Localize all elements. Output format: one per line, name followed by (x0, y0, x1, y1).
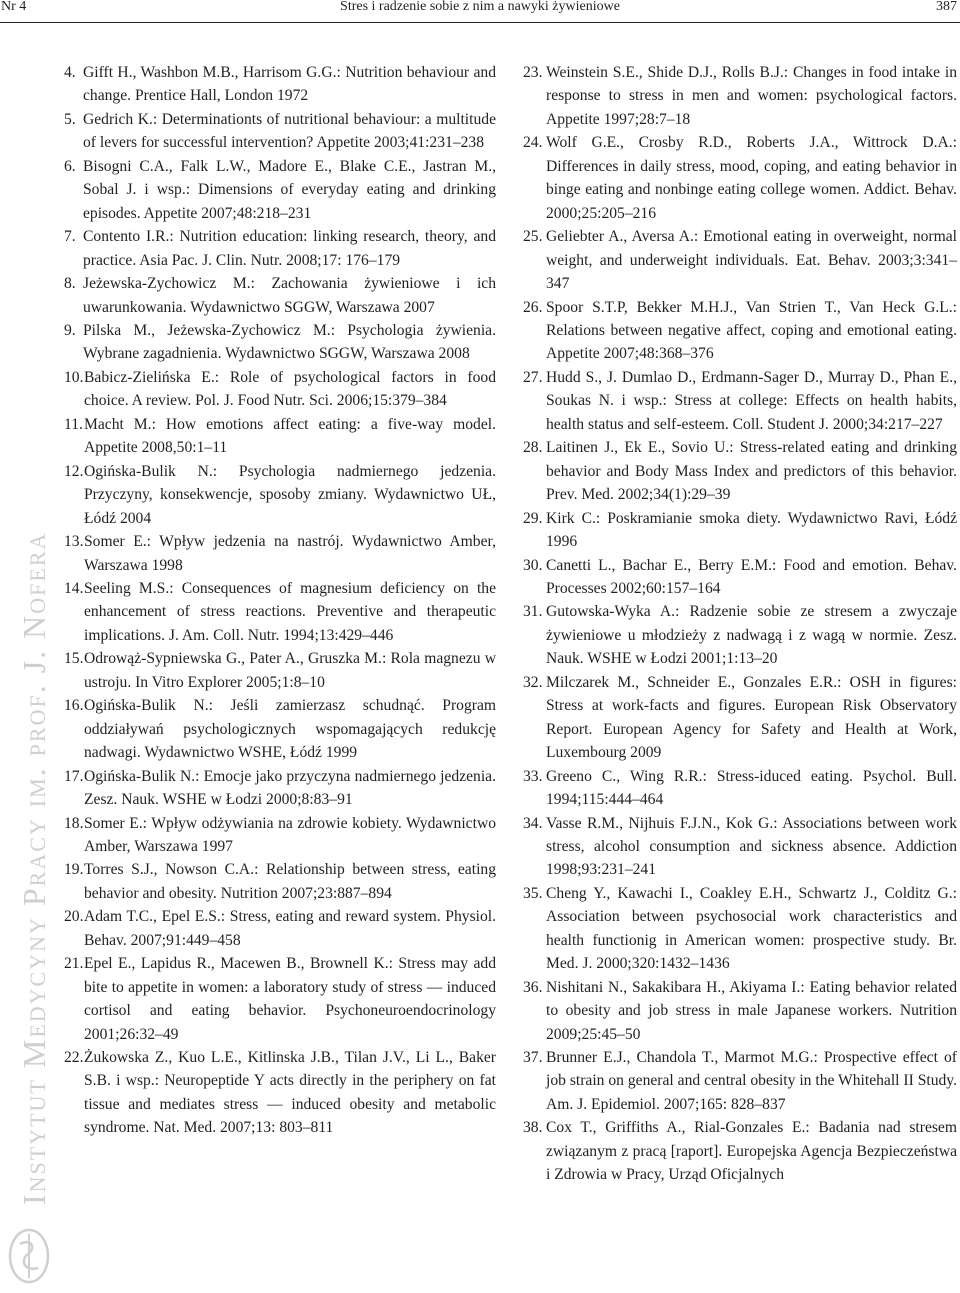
reference-text: Jeżewska-Zychowicz M.: Zachowania żywieniowe i ich uwarunkowania. Wydawnictwo SGGW, Warszawa 2007 (83, 275, 496, 316)
reference-text: Kirk C.: Poskramianie smoka diety. Wydawnictwo Ravi, Łódź 1996 (546, 509, 957, 551)
reference-number: 11. (64, 415, 83, 433)
reference-number: 37. (523, 1049, 543, 1067)
reference-number: 10. (64, 368, 84, 386)
reference-item (64, 108, 496, 155)
reference-text: Contento I.R.: Nutrition education: linking research, theory, and practice. Asia Pac. J. Clin. Nutr. 2008;17: 176–179 (83, 228, 496, 269)
reference-number: 12. (64, 462, 84, 480)
reference-item (64, 905, 496, 952)
reference-text: Cheng Y., Kawachi I., Coakley E.H., Schwartz J., Colditz G.: Association between psychosocial work characteristics and health functionig in American women: prospective study. Br. Med. J. 2000;320:1432–1436 (546, 884, 957, 973)
reference-item (523, 296, 957, 366)
reference-text: Babicz-Zielińska E.: Role of psychological factors in food choice. A review. Pol. J. Food Nutr. Sci. 2006;15:379–384 (84, 368, 496, 410)
reference-item (64, 460, 496, 530)
reference-text: Wolf G.E., Crosby R.D., Roberts J.A., Wittrock D.A.: Differences in daily stress, mood, coping, and eating behavior in binge eating and nonbinge eating college women. Addict. Behav. 2000;25:205–216 (546, 134, 957, 222)
page-number: 387 (936, 0, 957, 14)
reference-item (64, 225, 496, 272)
reference-text: Żukowska Z., Kuo L.E., Kitlinska J.B., Tilan J.V., Li L., Baker S.B. i wsp.: Neuropeptide Y acts directly in the periphery on fat tissue and mediates stress — induced obesity and metabolic syndrome. Nat. Med. 2007;13: 803–811 (84, 1049, 496, 1137)
reference-text: Gedrich K.: Determinationts of nutritional behaviour: a multitude of levers for successful intervention? Appetite 2003;41:231–238 (83, 110, 496, 152)
reference-number: 15. (64, 650, 84, 668)
reference-number: 7. (64, 228, 76, 246)
reference-item (64, 952, 496, 1046)
reference-text: Greeno C., Wing R.R.: Stress-iduced eating. Psychol. Bull. 1994;115:444–464 (546, 767, 957, 809)
reference-item (64, 319, 496, 366)
reference-text: Cox T., Griffiths A., Rial-Gonzales E.: Badania nad stresem związanym z pracą [raport]. Europejska Agencja Bezpieczeństwa i Zdrowia w Pracy, Urząd Oficjalnych (546, 1119, 957, 1184)
reference-text: Geliebter A., Aversa A.: Emotional eating in overweight, normal weight, and underweight individuals. Eat. Behav. 2003;3:341–347 (546, 228, 957, 293)
reference-number: 26. (523, 298, 543, 316)
reference-number: 24. (523, 134, 543, 152)
reference-text: Brunner E.J., Chandola T., Marmot M.G.: Prospective effect of job strain on general and central obesity in the Whitehall II Study. Am. J. Epidemiol. 2007;165: 828–837 (546, 1049, 957, 1113)
reference-text: Epel E., Lapidus R., Macewen B., Brownell K.: Stress may add bite to appetite in women: a laboratory study of stress — induced cortisol and eating behavior. Psychoneuroendocrinology 2001;26:32–49 (84, 955, 496, 1043)
reference-item (64, 61, 496, 108)
reference-item (64, 694, 496, 764)
reference-number: 5. (64, 110, 76, 128)
reference-item (523, 765, 957, 812)
reference-text: Somer E.: Wpływ jedzenia na nastrój. Wydawnictwo Amber, Warszawa 1998 (84, 533, 496, 574)
running-header (0, 0, 960, 14)
reference-item (523, 976, 957, 1046)
reference-item (64, 272, 496, 319)
reference-number: 27. (523, 368, 543, 386)
reference-item (64, 530, 496, 577)
reference-number: 16. (64, 697, 84, 715)
reference-number: 23. (523, 64, 543, 81)
reference-text: Vasse R.M., Nijhuis F.J.N., Kok G.: Associations between work stress, alcohol consumption and sickness absence. Addiction 1998;93:231–241 (546, 814, 957, 879)
reference-text: Ogińska-Bulik N.: Jeśli zamierzasz schudnąć. Program oddziaływań psychologicznych wspomagających redukcję nadwagi. Wydawnictwo WSHE, Łódź 1999 (84, 697, 496, 762)
reference-text: Milczarek M., Schneider E., Gonzales E.R.: OSH in figures: Stress at work-facts and figures. European Risk Observatory Report. European Agency for Safety and Health at Work, Luxembourg 2009 (546, 673, 957, 762)
reference-item (64, 155, 496, 225)
reference-text: Odrowąż-Sypniewska G., Pater A., Gruszka M.: Rola magnezu w ustroju. In Vitro Explorer 2005;1:8–10 (84, 650, 496, 691)
reference-number: 29. (523, 509, 543, 527)
reference-item (523, 225, 957, 295)
institute-logo-icon (6, 1226, 52, 1286)
reference-item (64, 647, 496, 694)
reference-text: Macht M.: How emotions affect eating: a five-way model. Appetite 2008,50:1–11 (84, 415, 496, 457)
reference-text: Bisogni C.A., Falk L.W., Madore E., Blake C.E., Jastran M., Sobal J. i wsp.: Dimensions of everyday eating and drinking episodes. Appetite 2007;48:218–231 (83, 157, 496, 222)
reference-item (64, 577, 496, 647)
reference-number: 36. (523, 978, 543, 996)
reference-number: 4. (64, 64, 76, 81)
reference-number: 8. (64, 275, 76, 293)
reference-item (523, 882, 957, 976)
reference-item (523, 366, 957, 436)
reference-text: Pilska M., Jeżewska-Zychowicz M.: Psychologia żywienia. Wybrane zagadnienia. Wydawnictwo SGGW, Warszawa 2008 (83, 321, 496, 363)
references-right-column (523, 61, 957, 1187)
reference-item (523, 131, 957, 225)
reference-number: 25. (523, 228, 543, 246)
references-left-column (64, 61, 496, 1140)
reference-item (523, 507, 957, 554)
reference-text: Weinstein S.E., Shide D.J., Rolls B.J.: Changes in food intake in response to stress in men and women: psychological factors. Appetite 1997;28:7–18 (546, 64, 957, 128)
reference-number: 20. (64, 908, 84, 926)
reference-text: Gifft H., Washbon M.B., Harrisom G.G.: Nutrition behaviour and change. Prentice Hall, London 1972 (83, 64, 496, 105)
reference-item (523, 436, 957, 506)
reference-number: 34. (523, 814, 543, 832)
reference-text: Seeling M.S.: Consequences of magnesium deficiency on the enhancement of stress reactions. Preventive and therapeutic implications. J. Am. Coll. Nutr. 1994;13:429–446 (84, 579, 496, 644)
reference-item (64, 366, 496, 413)
reference-number: 38. (523, 1119, 543, 1137)
reference-number: 22. (64, 1049, 84, 1067)
reference-text: Spoor S.T.P, Bekker M.H.J., Van Strien T., Van Heck G.L.: Relations between negative affect, coping and emotional eating. Appetite 2007;48:368–376 (546, 298, 957, 363)
reference-item (523, 1116, 957, 1186)
reference-number: 35. (523, 884, 543, 902)
reference-number: 17. (64, 767, 84, 785)
reference-text: Ogińska-Bulik N.: Psychologia nadmiernego jedzenia. Przyczyny, konsekwencje, sposoby zmiany. Wydawnictwo UŁ, Łódź 2004 (84, 462, 496, 527)
reference-number: 9. (64, 321, 76, 339)
journal-issue: Nr 4 (1, 0, 27, 14)
reference-item (523, 1046, 957, 1116)
reference-item (64, 1046, 496, 1140)
reference-number: 28. (523, 439, 543, 457)
reference-item (64, 413, 496, 460)
reference-number: 19. (64, 861, 84, 879)
reference-number: 32. (523, 673, 543, 691)
reference-text: Torres S.J., Nowson C.A.: Relationship between stress, eating behavior and obesity. Nutrition 2007;23:887–894 (84, 861, 496, 902)
watermark-text: Instytut Medycyny Pracy im. prof. J. Nofera (16, 531, 52, 1205)
reference-item (523, 812, 957, 882)
reference-number: 14. (64, 579, 84, 597)
reference-text: Nishitani N., Sakakibara H., Akiyama I.: Eating behavior related to obesity and job stress in male Japanese workers. Nutrition 2009;25:45–50 (546, 978, 957, 1043)
reference-number: 30. (523, 556, 543, 574)
reference-text: Adam T.C., Epel E.S.: Stress, eating and reward system. Physiol. Behav. 2007;91:449–458 (84, 908, 496, 949)
reference-number: 13. (64, 533, 84, 551)
reference-item (523, 600, 957, 670)
reference-number: 33. (523, 767, 543, 785)
reference-text: Somer E.: Wpływ odżywiania na zdrowie kobiety. Wydawnictwo Amber, Warszawa 1997 (84, 814, 496, 855)
reference-item (64, 765, 496, 812)
reference-item (523, 671, 957, 765)
reference-text: Gutowska-Wyka A.: Radzenie sobie ze stresem a zwyczaje żywieniowe u młodzieży z nadwagą i z wagą w normie. Zesz. Nauk. WSHE w Łodzi 2001;1:13–20 (546, 603, 957, 668)
reference-item (523, 554, 957, 601)
reference-text: Hudd S., J. Dumlao D., Erdmann-Sager D., Murray D., Phan E., Soukas N. i wsp.: Stress at college: Effects on health habits, health status and self-esteem. Coll. Student J. 2000;34:217–227 (546, 368, 957, 433)
reference-item (523, 61, 957, 131)
reference-number: 18. (64, 814, 84, 832)
reference-item (64, 858, 496, 905)
reference-number: 6. (64, 157, 76, 175)
reference-text: Ogińska-Bulik N.: Emocje jako przyczyna nadmiernego jedzenia. Zesz. Nauk. WSHE w Łodzi 2000;8:83–91 (84, 767, 496, 809)
reference-item (64, 812, 496, 859)
reference-text: Laitinen J., Ek E., Sovio U.: Stress-related eating and drinking behavior and Body Mass Index and predictors of this behavior. Prev. Med. 2002;34(1):29–39 (546, 439, 957, 504)
reference-number: 31. (523, 603, 543, 621)
header-rule (0, 22, 960, 23)
reference-text: Canetti L., Bachar E., Berry E.M.: Food and emotion. Behav. Processes 2002;60:157–164 (546, 556, 957, 597)
reference-number: 21. (64, 955, 84, 973)
running-title: Stres i radzenie sobie z nim a nawyki żywieniowe (340, 0, 620, 14)
